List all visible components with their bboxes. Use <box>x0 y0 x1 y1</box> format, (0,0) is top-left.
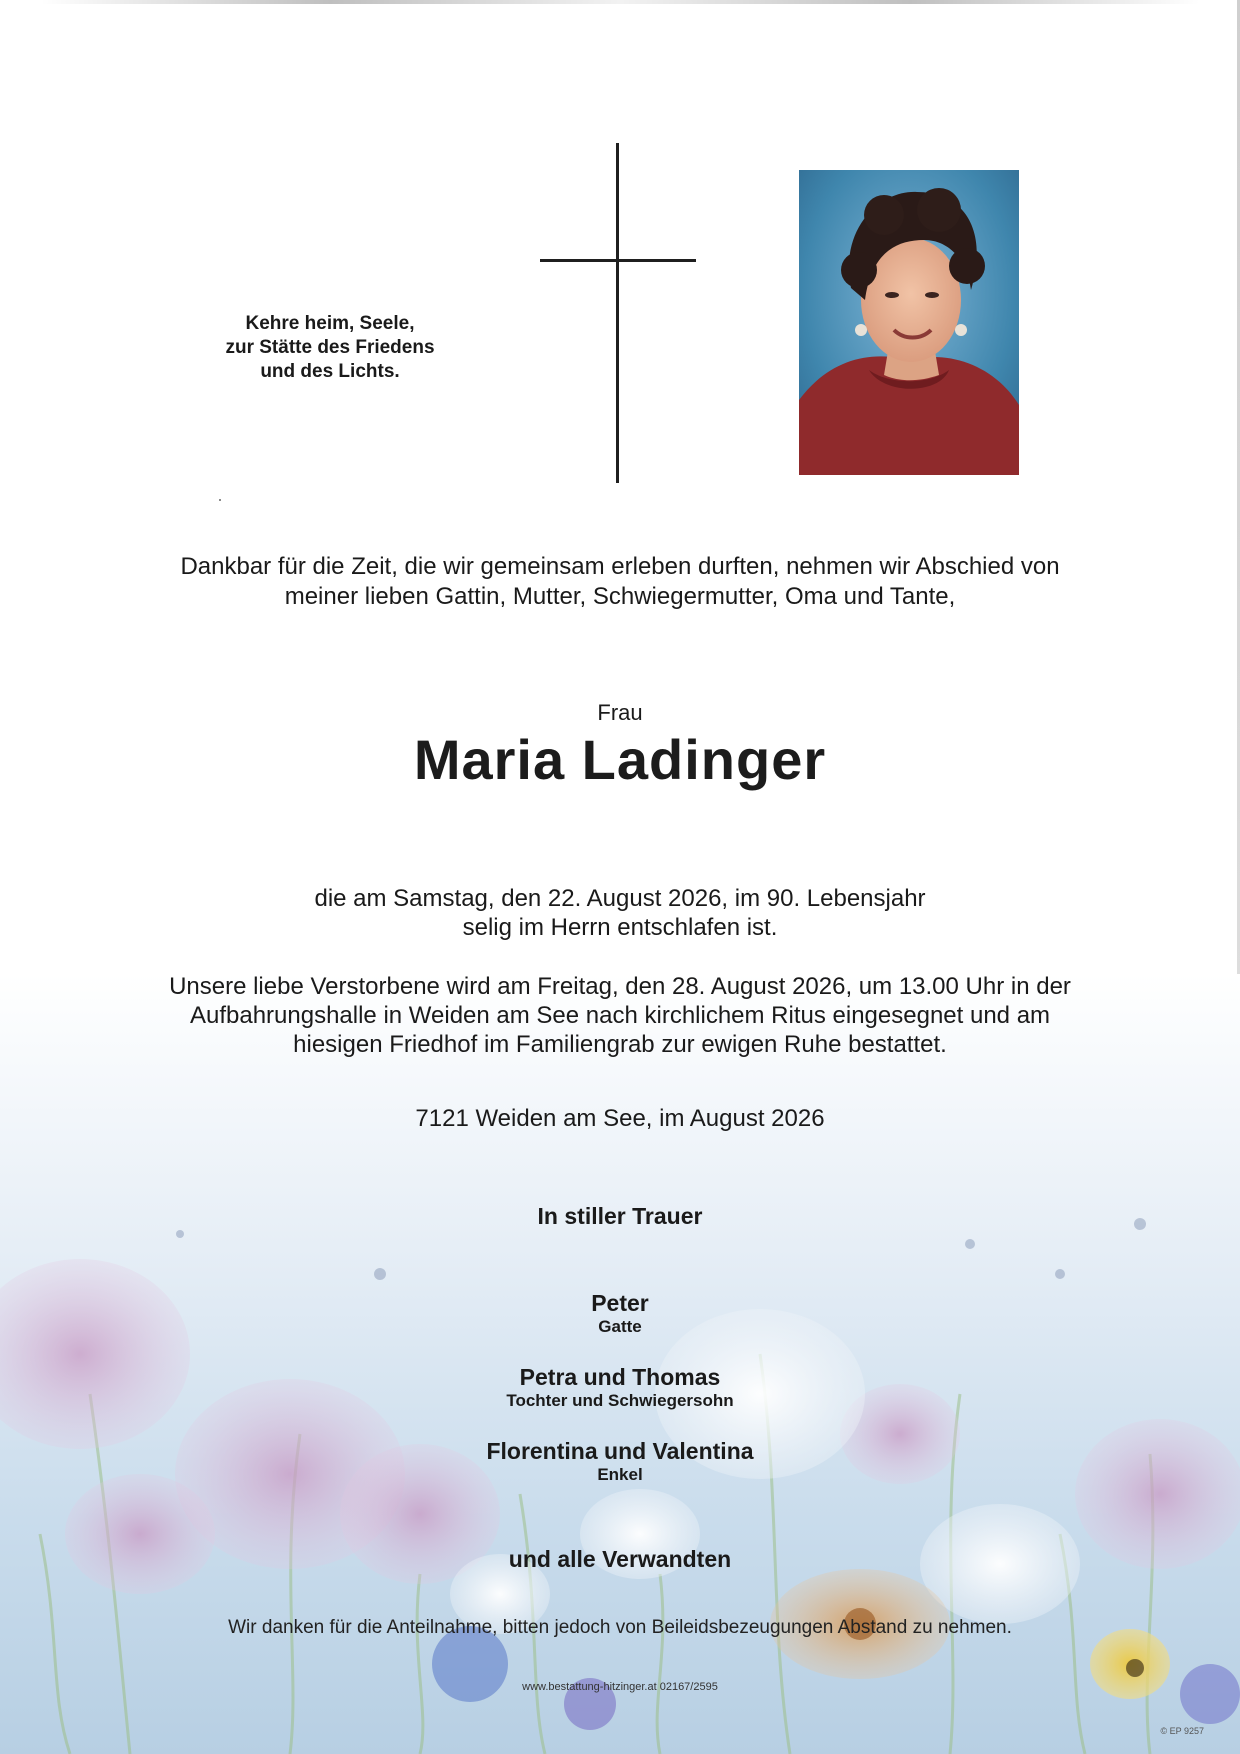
funeral-line-1: Unsere liebe Verstorbene wird am Freitag, den 28. August 2026, um 13.00 Uhr in der <box>169 973 1071 1000</box>
template-code: © EP 9257 <box>1160 1726 1204 1736</box>
funeral-home-website: www.bestattung-hitzinger.at 02167/2595 <box>522 1681 718 1693</box>
thanks-note: Wir danken für die Anteilnahme, bitten jedoch von Beileidsbezeugungen Abstand zu nehmen. <box>228 1617 1012 1638</box>
funeral-details <box>0 972 1240 1059</box>
intro-line-2: meiner lieben Gattin, Mutter, Schwiegermutter, Oma und Tante, <box>284 583 956 610</box>
relatives-line: und alle Verwandten <box>508 1546 732 1572</box>
mourner-entry <box>0 1438 1240 1485</box>
death-line-2: selig im Herrn entschlafen ist. <box>462 914 778 941</box>
mourner-name: Peter <box>591 1290 649 1316</box>
intro-line-1: Dankbar für die Zeit, die wir gemeinsam erleben durften, nehmen wir Abschied von <box>180 553 1060 580</box>
funeral-line-3: hiesigen Friedhof im Familiengrab zur ewigen Ruhe bestattet. <box>293 1031 947 1058</box>
mourning-heading: In stiller Trauer <box>537 1203 703 1229</box>
intro-text <box>0 552 1240 612</box>
mourner-entry <box>0 1364 1240 1411</box>
death-notice <box>0 884 1240 942</box>
mourner-name: Petra und Thomas <box>519 1364 721 1390</box>
salutation: Frau <box>597 700 643 725</box>
mourner-relation: Gatte <box>598 1317 642 1336</box>
mourner-name: Florentina und Valentina <box>486 1438 754 1464</box>
death-line-1: die am Samstag, den 22. August 2026, im 90. Lebensjahr <box>314 885 926 912</box>
cross-icon <box>540 143 700 483</box>
funeral-line-2: Aufbahrungshalle in Weiden am See nach kirchlichem Ritus eingesegnet und am <box>189 1002 1051 1029</box>
scan-speck <box>219 499 221 501</box>
mourner-relation: Tochter und Schwiegersohn <box>506 1391 734 1410</box>
portrait-photo <box>799 170 1019 475</box>
deceased-name: Maria Ladinger <box>413 728 827 791</box>
place-and-date: 7121 Weiden am See, im August 2026 <box>415 1105 825 1132</box>
scan-edge-top <box>40 0 1200 4</box>
mourner-relation: Enkel <box>597 1465 643 1484</box>
motto-verse: Kehre heim, Seele, zur Stätte des Friedens und des Lichts. <box>225 313 435 382</box>
mourner-entry <box>0 1290 1240 1337</box>
